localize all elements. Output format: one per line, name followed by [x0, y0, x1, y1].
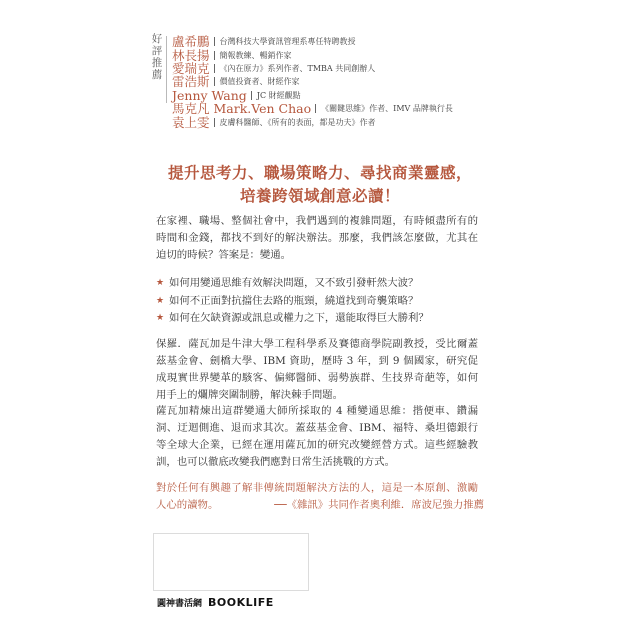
endorser-title: 價值投資者、財經作家 — [219, 77, 300, 87]
star-icon: ★ — [156, 278, 165, 288]
list-item-text: 如何在欠缺資源或訊息或權力之下，還能取得巨大勝利？ — [169, 312, 429, 324]
section-divider-line — [166, 36, 167, 103]
endorser-name: 袁上雯 — [172, 114, 210, 130]
list-item-text: 如何不正面對抗擋住去路的瓶頸，繞道找到奇襲策略？ — [169, 294, 419, 307]
endorsement-item — [172, 89, 512, 102]
list-item — [156, 310, 478, 328]
publisher-logo — [157, 596, 274, 609]
endorser-title: 簡報教練、暢銷作家 — [219, 50, 292, 60]
endorser-title: 《內在原力》系列作者、TMBA 共同創辦人 — [219, 63, 376, 73]
list-item-text: 如何用變通思維有效解決問題，又不致引發軒然大波？ — [169, 277, 419, 289]
method-paragraph: 薩瓦加精煉出這群變通大師所採取的 4 種變通思維：揩便車、鑽漏洞、迂迴側進、退而求其次。蓋茲基金會、IBM、福特、桑坦德銀行等全球大企業，已經在運用薩瓦加的研究改變經營方式。這些經驗教訓，也可以徹底改變我們應對日常生活挑戰的方式。 — [156, 405, 478, 468]
question-list — [156, 275, 478, 328]
separator-bar — [214, 37, 215, 46]
endorsement-list — [172, 35, 512, 129]
author-bio-paragraph: 保羅．薩瓦加是牛津大學工程科學系及賽德商學院副教授，受比爾蓋茲基金會、劍橋大學、IBM 資助，歷時 3 年，到 9 個國家，研究促成現實世界變革的駭客、偏鄉醫師、弱勢族群、生技界奇葩等，如何用手上的爛牌突圍制勝，解決棘手問題。 — [156, 338, 478, 401]
publisher-name-en: BOOKLIFE — [208, 596, 274, 609]
endorsement-item — [172, 75, 512, 88]
endorser-name: 愛瑞克 — [172, 60, 210, 76]
endorser-name: 林長揚 — [172, 47, 210, 63]
endorser-title: JC 財經觀點 — [256, 90, 301, 100]
list-item — [156, 275, 478, 293]
headline-line-2: 培養跨領域創意必讀！ — [239, 186, 400, 205]
separator-bar — [214, 118, 215, 127]
publisher-name-cn: 圓神書活網 — [157, 599, 203, 609]
endorser-name: 盧希鵬 — [172, 34, 210, 50]
headline-line-1: 提升思考力、職場策略力、尋找商業靈感， — [167, 163, 472, 182]
separator-bar — [214, 64, 215, 73]
endorsement-item — [172, 35, 512, 48]
list-item — [156, 293, 478, 311]
endorser-name: Jenny Wang — [172, 87, 247, 103]
barcode-placeholder — [153, 533, 309, 591]
endorser-name: 雷浩斯 — [172, 74, 210, 90]
star-icon: ★ — [156, 313, 165, 323]
quote-credit: ──《雜訊》共同作者奧利維．席波尼強力推薦 — [274, 499, 484, 511]
endorsement-item — [172, 115, 512, 128]
separator-bar — [214, 77, 215, 86]
endorser-title: 台灣科技大學資訊管理系專任特聘教授 — [219, 37, 356, 47]
endorsement-item — [172, 48, 512, 61]
separator-bar — [315, 104, 316, 113]
endorsement-quote: 對於任何有興趣了解非傳統問題解決方法的人，這是一本原創、激勵人心的讀物。 — [156, 482, 478, 511]
endorsement-item — [172, 62, 512, 75]
separator-bar — [251, 91, 252, 100]
endorser-title: 《關鍵思維》作者、IMV 品牌執行長 — [321, 104, 453, 114]
endorsement-item — [172, 102, 512, 115]
endorser-title: 皮膚科醫師、《所有的表面，都是功夫》作者 — [219, 117, 376, 127]
star-icon: ★ — [156, 295, 165, 306]
separator-bar — [214, 51, 215, 60]
intro-paragraph: 在家裡、職場、整個社會中，我們遇到的複雜問題，有時傾盡所有的時間和金錢，都找不到好的解決辦法。那麼，我們該怎麼做，尤其在迫切的時候？答案是：變通。 — [156, 215, 478, 261]
section-label-recommendations: 好評推薦 — [151, 33, 163, 81]
endorser-name: 馬克凡 Mark.Ven Chao — [172, 101, 312, 117]
